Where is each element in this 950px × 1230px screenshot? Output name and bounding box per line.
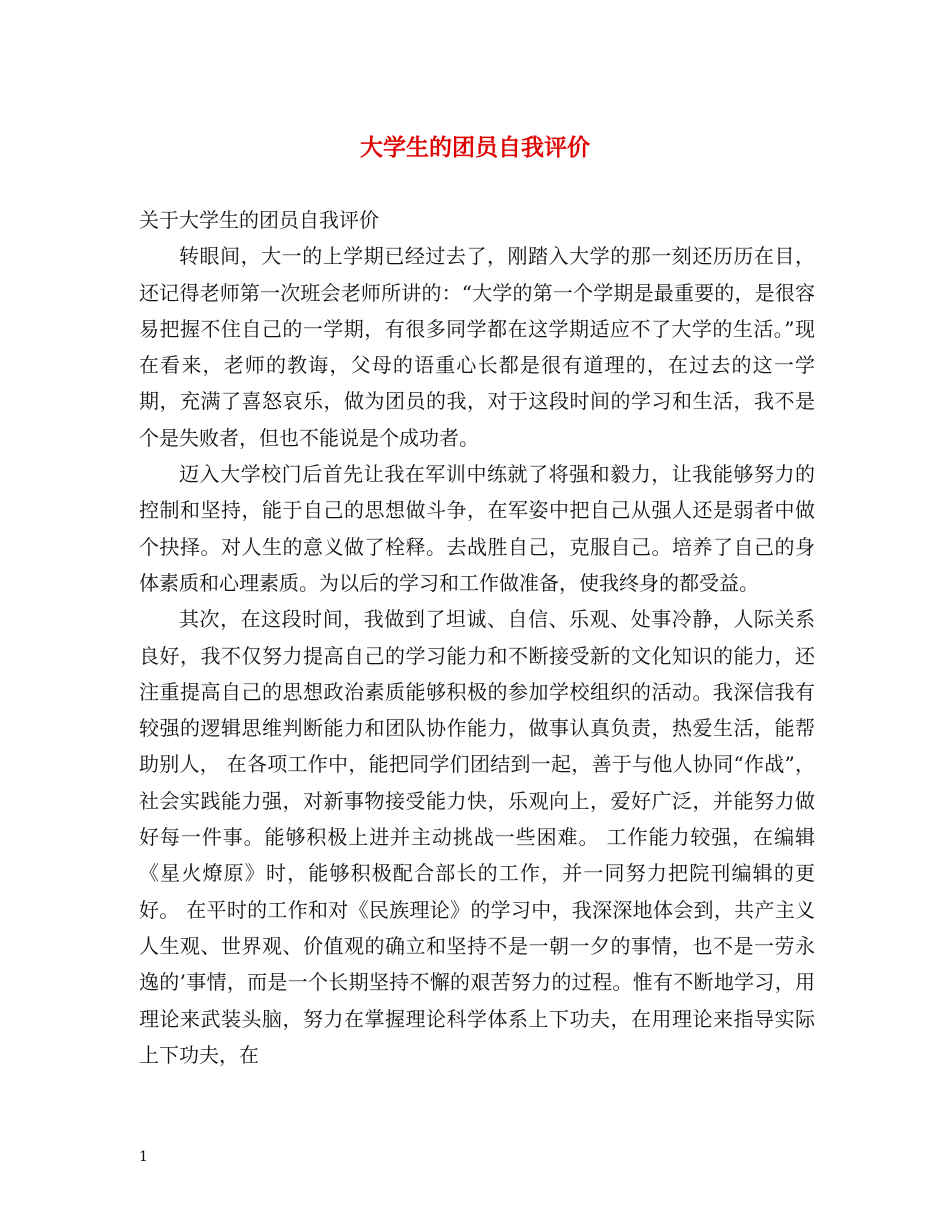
document-title: 大学生的团员自我评价: [360, 135, 590, 161]
document-subtitle: 关于大学生的团员自我评价: [139, 208, 379, 232]
paragraph: 转眼间，大一的上学期已经过去了，刚踏入大学的那一刻还历历在目，还记得老师第一次班会老师所讲的：“大学的第一个学期是最重要的，是很容易把握不住自己的一学期，有很多同学都在这学期适应不了大学的生活。”现在看来，老师的教诲，父母的语重心长都是很有道理的，在过去的这一学期，充满了喜怒哀乐，做为团员的我，对于这段时间的学习和生活，我不是个是失败者，但也不能说是个成功者。: [139, 244, 815, 450]
page-number: 1: [139, 1149, 148, 1165]
paragraph: 迈入大学校门后首先让我在军训中练就了将强和毅力，让我能够努力的控制和坚持，能于自己的思想做斗争，在军姿中把自己从强人还是弱者中做个抉择。对人生的意义做了栓释。去战胜自己，克服自己。培养了自己的身体素质和心理素质。为以后的学习和工作做准备，使我终身的都受益。: [139, 462, 815, 595]
paragraph: 其次，在这段时间，我做到了坦诚、自信、乐观、处事冷静，人际关系良好，我不仅努力提高自己的学习能力和不断接受新的文化知识的能力，还注重提高自己的思想政治素质能够积极的参加学校组织的活动。我深信我有较强的逻辑思维判断能力和团队协作能力，做事认真负责，热爱生活，能帮助别人， 在各项工作中，能把同学们团结到一起，善于与他人协同“作战”，社会实践能力强，对新事物接受能力快，乐观向上，爱好广泛，并能努力做好每一件事。能够积极上进并主动挑战一些困难。 工作能力较强，在编辑《星火燎原》时，能够积极配合部长的工作，并一同努力把院刊编辑的更好。 在平时的工作和对《民族理论》的学习中，我深深地体会到，共产主义人生观、世界观、价值观的确立和坚持不是一朝一夕的事情，也不是一劳永逸的’事情，而是一个长期坚持不懈的艰苦努力的过程。惟有不断地学习，用理论来武装头脑，努力在掌握理论科学体系上下功夫，在用理论来指导实际上下功夫，在: [139, 607, 815, 1067]
document-body: [139, 202, 815, 1073]
